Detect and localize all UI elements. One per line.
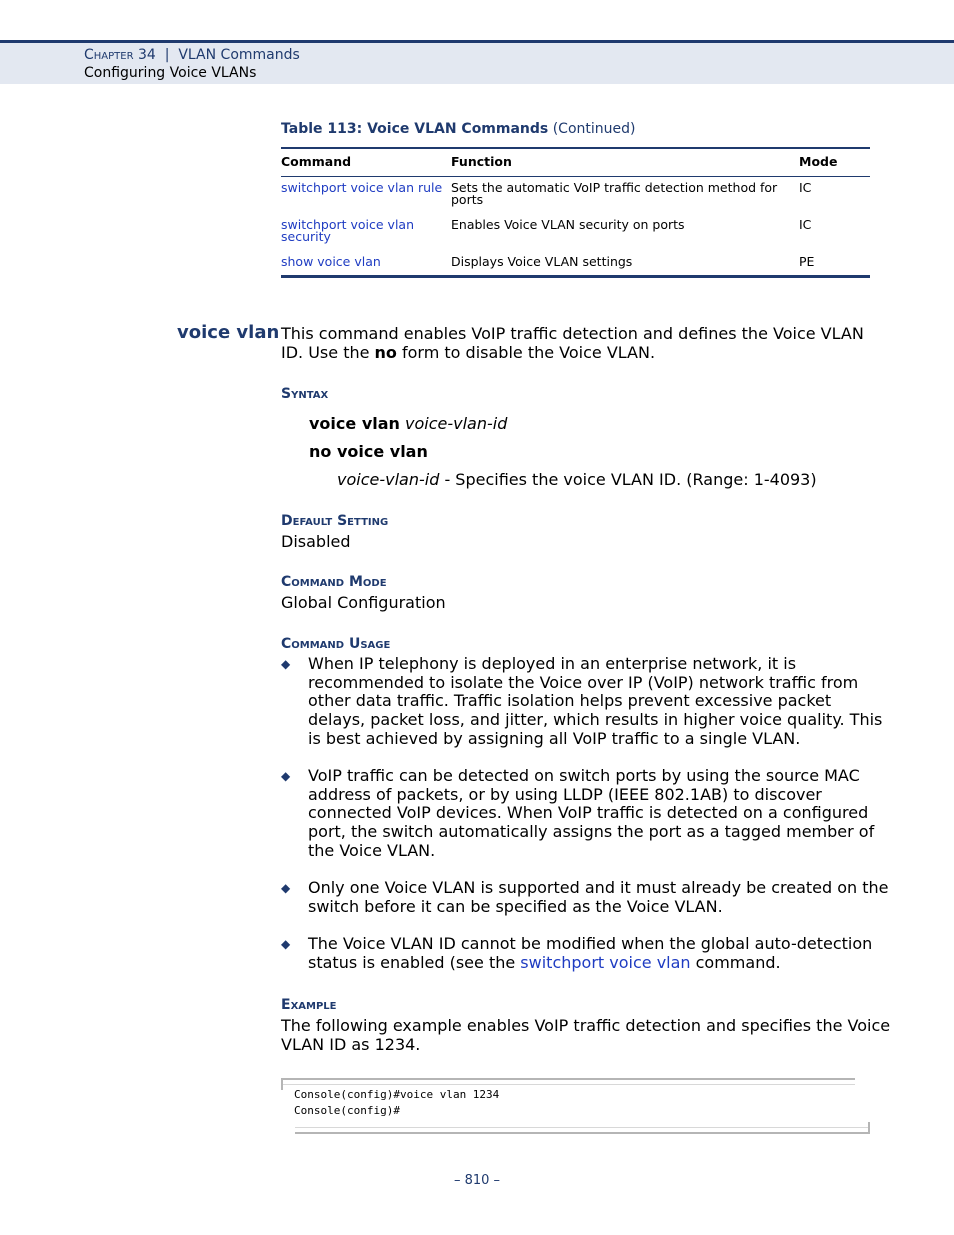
table-caption-title: Table 113: Voice VLAN Commands — [281, 121, 549, 137]
usage-bullet-text: When IP telephony is deployed in an enterprise network, it is recommended to isolate the Voice over IP (VoIP) network traffic from other data traffic. Traffic isolation helps prevent excessive packet delays, packet loss, and jitter, which results in higher voice quality. This is best achieved by assigning all VoIP traffic to a single VLAN. — [308, 654, 883, 748]
function-cell: Enables Voice VLAN security on ports — [451, 217, 685, 232]
code-example-box — [281, 1078, 870, 1134]
usage-bullet-text: The Voice VLAN ID cannot be modified when the global auto-detection status is enabled (see the switchport voice vlan command. — [308, 934, 873, 972]
example-description-line1: The following example enables VoIP traffic detection and specifies the Voice — [281, 1016, 891, 1035]
col-header-command: Command — [281, 148, 451, 177]
function-cell: Sets the automatic VoIP traffic detection method for ports — [451, 180, 778, 207]
syntax-heading: Syntax — [281, 386, 329, 402]
syntax-line-1: voice vlan voice-vlan-id — [309, 414, 508, 433]
command-link-show-voice-vlan[interactable]: show voice vlan — [281, 254, 381, 269]
command-link-switchport-voice-vlan-security[interactable]: switchport voice vlan security — [281, 217, 415, 244]
syntax-line-2: no voice vlan — [309, 442, 428, 461]
command-usage-heading: Command Usage — [281, 636, 391, 652]
diamond-bullet-icon: ◆ — [281, 769, 291, 783]
command-heading: voice vlan — [177, 322, 280, 343]
diamond-bullet-icon: ◆ — [281, 881, 291, 895]
diamond-bullet-icon: ◆ — [281, 937, 291, 951]
chapter-title: VLAN Commands — [178, 47, 300, 63]
table-row — [281, 247, 870, 277]
voice-vlan-commands-table — [281, 147, 870, 278]
default-setting-heading: Default Setting — [281, 513, 389, 529]
mode-cell: PE — [799, 247, 870, 277]
code-line: Console(config)# — [294, 1104, 400, 1117]
diamond-bullet-icon: ◆ — [281, 657, 291, 671]
no-keyword: no — [374, 343, 397, 362]
section-title: Configuring Voice VLANs — [84, 65, 257, 81]
syntax-parameter: voice-vlan-id - Specifies the voice VLAN ID. (Range: 1-4093) — [337, 470, 817, 489]
chapter-label: Chapter 34 — [84, 47, 156, 63]
command-mode-value: Global Configuration — [281, 593, 446, 612]
usage-bullet-text: VoIP traffic can be detected on switch ports by using the source MAC address of packets, or by using LLDP (IEEE 802.1AB) to discover connected VoIP devices. When VoIP traffic is detected on a configured port, the switch automatically assigns the port as a tagged member of the Voice VLAN. — [308, 766, 875, 860]
col-header-function: Function — [451, 148, 799, 177]
mode-cell: IC — [799, 217, 812, 232]
function-cell: Displays Voice VLAN settings — [451, 247, 799, 277]
table-caption — [281, 121, 635, 137]
table-header-row — [281, 148, 870, 177]
chapter-line — [84, 47, 300, 63]
default-setting-value: Disabled — [281, 532, 351, 551]
header-separator: | — [164, 47, 170, 63]
command-description-line1: This command enables VoIP traffic detection and defines the Voice VLAN — [281, 324, 864, 343]
running-header — [0, 40, 954, 84]
code-line: Console(config)#voice vlan 1234 — [294, 1088, 500, 1101]
example-heading: Example — [281, 997, 337, 1013]
col-header-mode: Mode — [799, 148, 870, 177]
page-number: – 810 – — [453, 1173, 501, 1188]
usage-bullet-text: Only one Voice VLAN is supported and it must already be created on the switch before it can be specified as the Voice VLAN. — [308, 878, 889, 916]
table-caption-continued: (Continued) — [552, 121, 636, 137]
command-description-line2: ID. Use the no form to disable the Voice VLAN. — [281, 343, 656, 362]
command-mode-heading: Command Mode — [281, 574, 387, 590]
mode-cell: IC — [799, 180, 812, 195]
example-description-line2: VLAN ID as 1234. — [281, 1035, 421, 1054]
command-link-switchport-voice-vlan-rule[interactable]: switchport voice vlan rule — [281, 180, 443, 195]
switchport-voice-vlan-link[interactable]: switchport voice vlan — [520, 952, 691, 972]
table-row — [281, 210, 870, 247]
table-row — [281, 177, 870, 211]
